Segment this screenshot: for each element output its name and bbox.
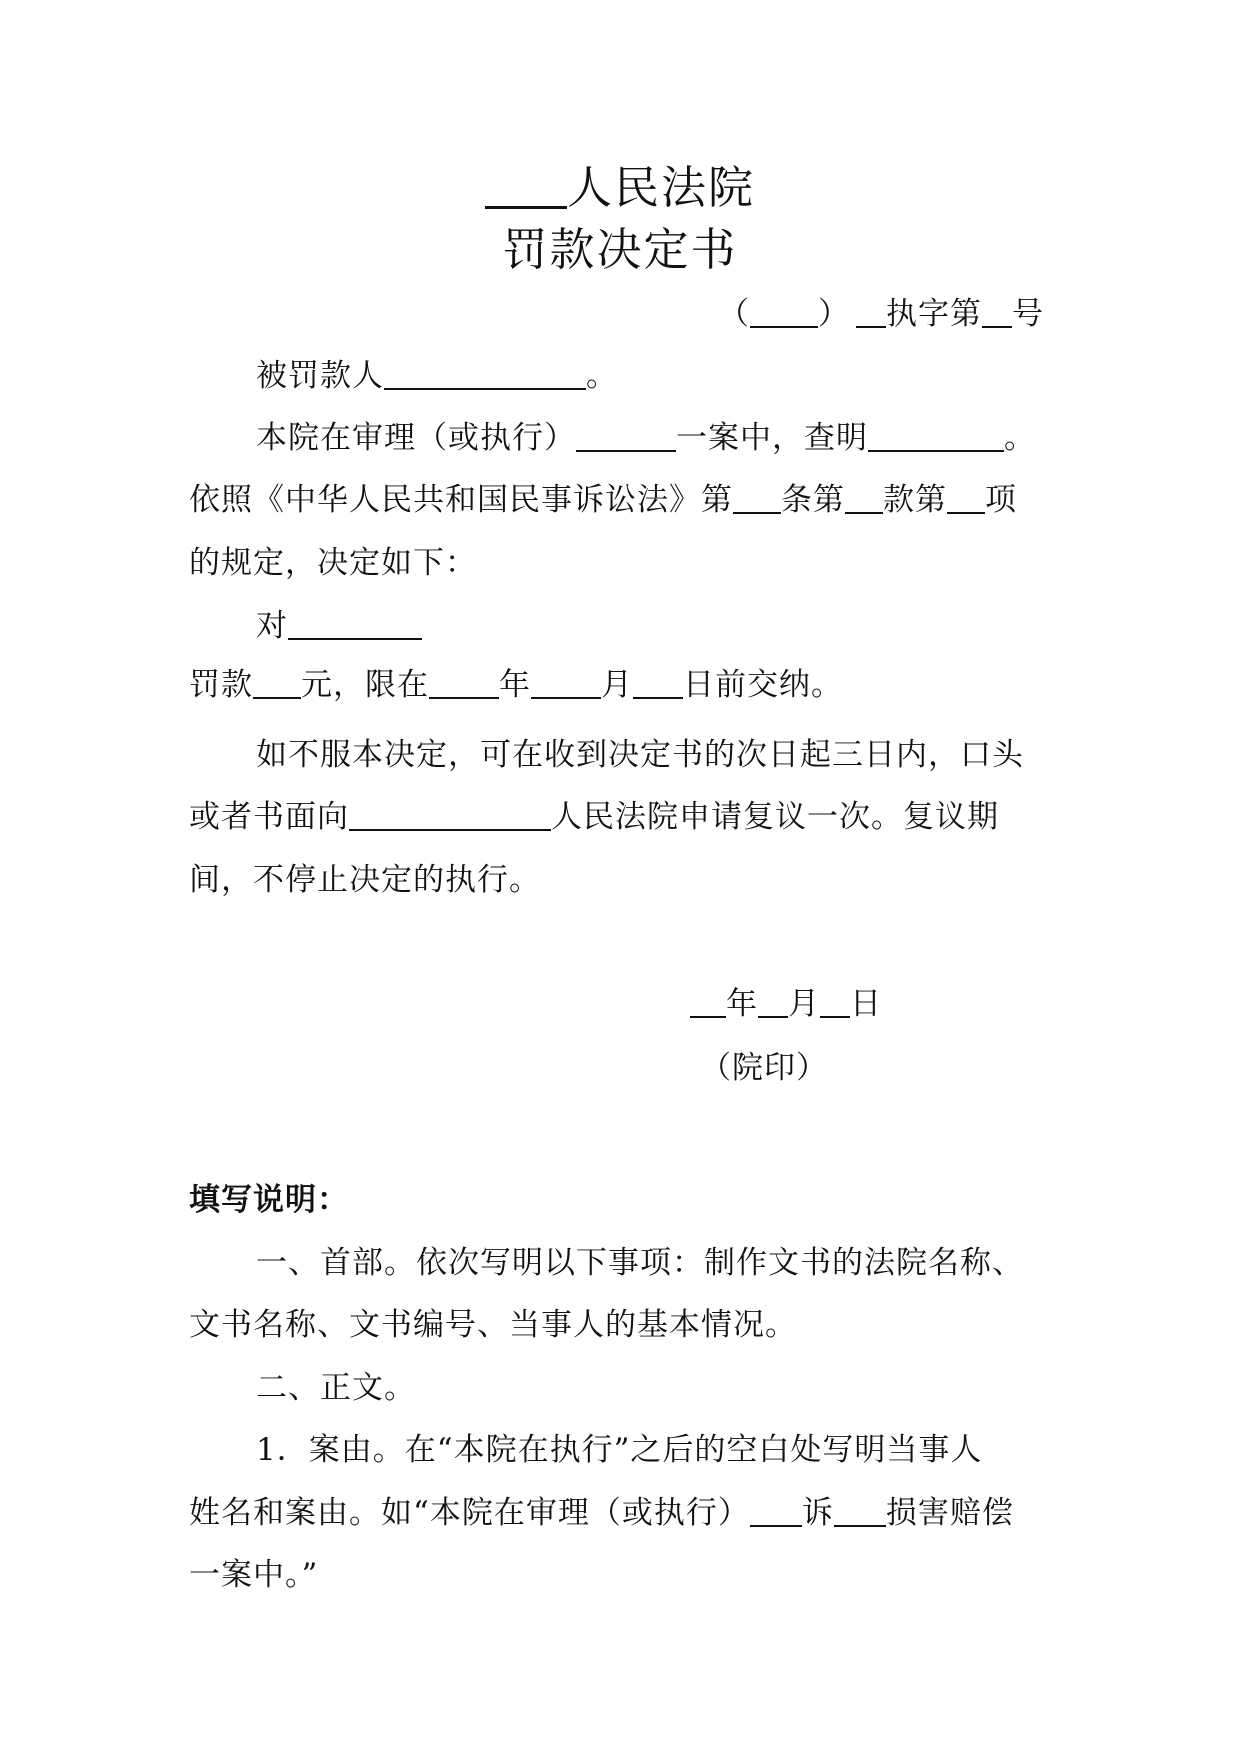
- signature-date: [690, 984, 882, 1024]
- article-label: 条第: [781, 482, 845, 518]
- decision-target-line: [256, 606, 422, 646]
- clause-label: 款第: [883, 482, 947, 518]
- sign-year-blank: [690, 986, 726, 1018]
- p1-text-a: 本院在审理（或执行）: [256, 420, 576, 456]
- clause-blank: [845, 482, 883, 514]
- instruction-item-3-line-2: [189, 1493, 1014, 1533]
- p1-text-c: 。: [1004, 420, 1036, 456]
- deadline-day-blank: [633, 667, 683, 699]
- case-code-blank: [856, 296, 886, 328]
- fine-amount-line: [189, 665, 843, 705]
- appeal-court-blank: [349, 799, 551, 831]
- fine-label: 罚款: [189, 667, 253, 703]
- plaintiff-blank: [750, 1495, 802, 1527]
- appeal-text-a: 或者书面向: [189, 799, 349, 835]
- appeal-line-2: [189, 797, 999, 837]
- fined-person-label: 被罚款人: [256, 358, 384, 394]
- example-text-b: 诉: [801, 1495, 834, 1531]
- deadline-month-label: 月: [601, 667, 633, 703]
- decision-target-blank: [288, 608, 422, 640]
- case-blank: [576, 420, 676, 452]
- example-text-a: 姓名和案由。如“本院在审理（或执行）: [189, 1495, 750, 1531]
- document-title: 罚款决定书: [502, 223, 738, 276]
- sign-month-label: 月: [788, 986, 820, 1022]
- item-label: 项: [985, 482, 1017, 518]
- appeal-text-b: 人民法院申请复议一次。复议期: [551, 799, 999, 835]
- instruction-item-1-line-1: 一、首部。依次写明以下事项：制作文书的法院名称、: [256, 1245, 1024, 1281]
- appeal-line-3: 间，不停止决定的执行。: [189, 862, 541, 898]
- p1-text-b: 一案中，查明: [676, 420, 868, 456]
- fined-person-end: 。: [586, 358, 618, 394]
- finding-blank: [868, 420, 1004, 452]
- appeal-line-1: 如不服本决定，可在收到决定书的次日起三日内，口头: [256, 737, 1024, 773]
- instruction-item-3-line-3: 一案中。”: [189, 1557, 319, 1593]
- article-blank: [733, 482, 781, 514]
- case-number-suffix: 号: [1012, 296, 1044, 332]
- instruction-item-3-line-1: 1．案由。在“本院在执行”之后的空白处写明当事人: [256, 1432, 983, 1468]
- case-number: [718, 294, 1044, 334]
- paragraph-finding-line-2: [189, 480, 1017, 520]
- court-name-blank: [485, 160, 567, 209]
- example-text-c: 损害赔偿: [885, 1495, 1014, 1531]
- sign-year-label: 年: [726, 986, 758, 1022]
- fined-person-blank: [384, 358, 586, 390]
- deadline-day-label: 日前交纳。: [683, 667, 843, 703]
- decision-target-label: 对: [256, 608, 288, 644]
- deadline-year-label: 年: [499, 667, 531, 703]
- fine-amount-blank: [253, 667, 301, 699]
- case-label: 执字第: [886, 296, 982, 332]
- sign-day-label: 日: [850, 986, 882, 1022]
- court-title: 人民法院: [566, 161, 755, 214]
- paragraph-finding-line-3: 的规定，决定如下：: [189, 545, 477, 581]
- case-close-paren: ）: [818, 296, 850, 332]
- sign-day-blank: [820, 986, 850, 1018]
- fine-deadline-label: 元，限在: [301, 667, 429, 703]
- item-blank: [947, 482, 985, 514]
- fined-person-line: [256, 356, 618, 396]
- law-citation: 依照《中华人民共和国民事诉讼法》第: [189, 482, 733, 518]
- paragraph-finding-line-1: [256, 418, 1036, 458]
- court-seal: （院印）: [700, 1050, 828, 1086]
- deadline-year-blank: [429, 667, 499, 699]
- case-no-blank: [982, 296, 1012, 328]
- court-title-line: [0, 160, 1240, 216]
- deadline-month-blank: [531, 667, 601, 699]
- sign-month-blank: [758, 986, 788, 1018]
- defendant-blank: [834, 1495, 886, 1527]
- case-open-paren: （: [718, 296, 750, 332]
- case-year-blank: [750, 296, 818, 328]
- instruction-item-1-line-2: 文书名称、文书编号、当事人的基本情况。: [189, 1307, 797, 1343]
- instruction-item-2: 二、正文。: [256, 1370, 416, 1406]
- instructions-heading: 填写说明：: [189, 1182, 349, 1218]
